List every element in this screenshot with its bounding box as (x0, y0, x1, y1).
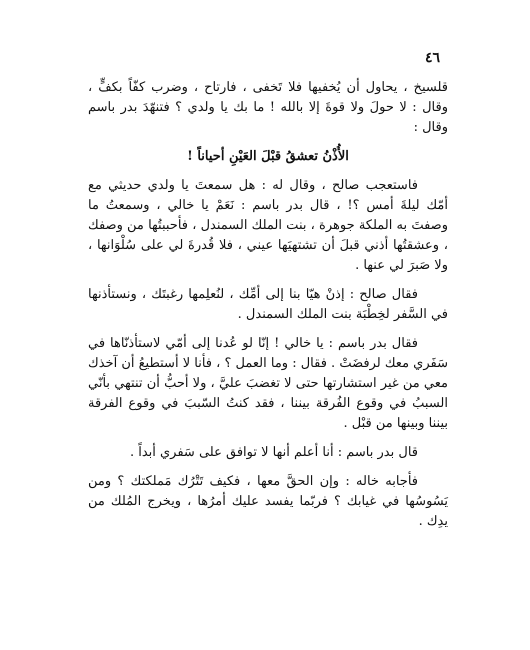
paragraph-3: فقال صالح : إذنْ هيّا بنا إلى أمِّك ، لنُعلِمها رغبتَك ، ونستأذنها في السَّفر لخِطْبَة بنت الملك السمندل . (88, 287, 448, 322)
paragraph-6: فأجابه خاله : وإن الحقَّ معها ، فكيف تَتْرُك مَملكتك ؟ ومن يَسُوسُها في غيابك ؟ فربّما يفسد عليك أمرُها ، ويخرج المُلك من يدِك . (88, 474, 448, 529)
paragraph-5: قال بدر باسم : أنا أعلم أنها لا توافق على سَفري أبداً . (129, 445, 418, 460)
body-text (88, 78, 448, 541)
paragraph-1: قلسيخ ، يحاول أن يُخفيها فلا تَخفى ، فارتاح ، وضرب كفّاً بكفٍّ ، وقال : لا حولَ ولا قوةَ إلا بالله ! ما بك يا ولدي ؟ فتنهّدَ بدر باسم وقال : (88, 80, 448, 135)
page-number: ٤٦ (424, 50, 440, 66)
verse-line: الأُذْنُ تعشقُ قبْلَ العَيْنِ أحياناً ! (187, 149, 349, 164)
paragraph-4: فقال بدر باسم : يا خالي ! إنّا لو عُدنا إلى أمّي لاستأذنّاها في سَفَري معك لرفضَتْ . فقال : وما العمل ؟ ، فأنا لا أستطيعُ أن آخذك معي من غير استشارتها حتى لا تغضبَ عليَّ ، ولا أحبُّ أن تنتهي بأنّي السببُ في وقوع الفُرقة بيننا ، فقد كنتُ السّببَ في وقوع الفرقة بيننا وبينها من قبْل . (88, 336, 448, 431)
paragraph-2: فاستعجب صالح ، وقال له : هل سمعتَ يا ولدي حديثي مع أمّك ليلةَ أمس ؟! ، قال بدر باسم : نَعَمْ يا خالي ، وسمعتُ ما وصفتَ به الملكة جوهرة ، بنت الملك السمندل ، فأحببتُها من وصفك ، وعشقتُها أذني قبلَ أن تشتهيَها عيني ، فلا قُدرةَ لي على سُلْوَانها ، ولا صَبرَ لي عنها . (88, 178, 448, 273)
